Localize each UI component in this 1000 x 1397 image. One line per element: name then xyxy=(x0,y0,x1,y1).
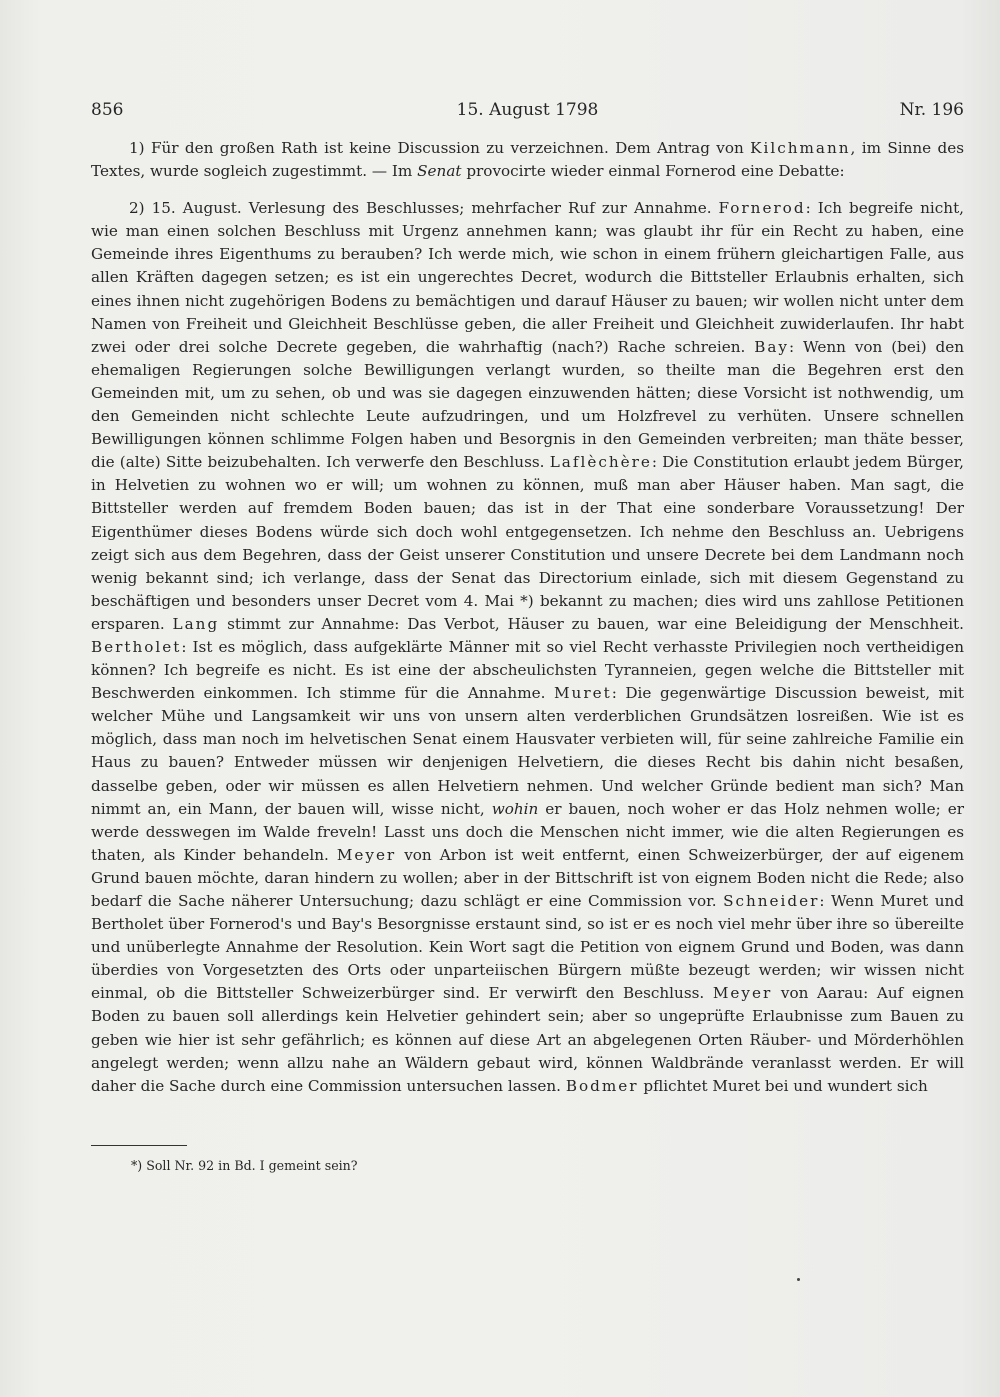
page-number: 856 xyxy=(91,100,124,120)
text-run: pflichtet Muret bei und wundert sich xyxy=(638,1076,928,1095)
text-run: von Arbon ist weit entfernt, einen Schweizerbürger, der auf eigenem Grund bauen möchte, daran hindern zu wollen; aber in der Bittschrift ist von eignem Boden nicht die Rede; also bedarf die Sache näherer Untersuchung; dazu schlägt er eine Commission vor. xyxy=(91,845,964,910)
speaker-name: Bertholet xyxy=(91,637,182,656)
body-text xyxy=(91,137,964,1098)
text-run: : Die gegenwärtige Discussion beweist, mit welcher Mühe und Langsamkeit wir uns von unsern alten verderblichen Grundsätzen losreißen. Wie ist es möglich, dass man noch im helvetischen Senat einem Hausvater verbieten will, für seine zahlreiche Familie ein Haus zu bauen? Entweder müssen wir denjenigen Helvetiern, die dieses Recht bis dahin nicht besaßen, dasselbe geben, oder wir müssen es allen Helvetiern nehmen. Und welcher Gründe bedient man sich? Man nimmt an, ein Mann, der bauen will, wisse nicht, xyxy=(91,684,964,818)
text-run: : Die Constitution erlaubt jedem Bürger, in Helvetien zu wohnen wo er will; um wohnen zu können, muß man aber Häuser haben. Man sagt, die Bittsteller werden auf fremdem Boden bauen; das ist in der That eine sonderbare Voraussetzung! Der Eigenthümer dieses Bodens würde sich doch wohl entgegensetzen. Ich nehme den Beschluss an. Uebrigens zeigt sich aus dem Begehren, dass der Geist unserer Constitution und unsere Decrete bei dem Landmann noch wenig bekannt sind; ich verlange, dass der Senat das Directorium einlade, sich mit diesem Gegenstand zu beschäftigen und besonders unser Decret vom 4. Mai *) bekannt zu machen; dies wird uns zahllose Petitionen ersparen. xyxy=(91,453,964,633)
text-run: : Wenn Muret und Bertholet über Fornerod's und Bay's Besorgnisse erstaunt sind, so ist er es noch viel mehr über ihre so übereilte und unüberlegte Annahme der Resolution. Kein Wort sagt die Petition von eignem Grund und Boden, was dann überdies von Vorgesetzten des Orts oder unparteiischen Bürgern müßte bezeugt werden; wir wissen nicht einmal, ob die Bittsteller Schweizerbürger sind. Er verwirft den Beschluss. xyxy=(91,892,964,1003)
italic-text: wohin xyxy=(491,799,539,818)
text-run: von Aarau: Auf eignen Boden zu bauen soll allerdings kein Helvetier gehindert sein; aber so ungeprüfte Erlaubnisse zum Bauen zu geben wie hier ist sehr gefährlich; es können auf diese Art an abgelegenen Orten Räuber- und Mörderhöhlen angelegt werden; wenn allzu nahe an Wäldern gebaut wird, können Waldbrände veranlasst werden. Er will daher die Sache durch eine Commission untersuchen lassen. xyxy=(91,984,964,1095)
text-run: stimmt zur Annahme: Das Verbot, Häuser zu bauen, war eine Beleidigung der Menschheit. xyxy=(219,614,964,633)
speaker-name: Meyer xyxy=(336,845,397,864)
footnote-separator xyxy=(91,1145,187,1146)
speaker-name: Bay xyxy=(754,337,789,356)
italic-text: Senat xyxy=(417,162,462,181)
header-date: 15. August 1798 xyxy=(456,100,599,120)
speaker-name: Lang xyxy=(172,614,220,633)
page-header xyxy=(91,100,964,126)
document-number: Nr. 196 xyxy=(899,100,964,120)
text-run: : Wenn von (bei) den ehemaligen Regierungen solche Bewilligungen verlangt wurden, so theilte man die Begehren erst den Gemeinden mit, um zu sehen, ob und was sie dagegen einzuwenden hätten; diese Vorsicht ist nothwendig, um den Gemeinden nicht schlechte Leute aufzudringen, und um Holzfrevel zu verhüten. Unsere schnellen Bewilligungen können schlimme Folgen haben und Besorgnis in den Gemeinden verbreiten; man thäte besser, die (alte) Sitte beizubehalten. Ich verwerfe den Beschluss. xyxy=(91,337,965,472)
paragraph-1 xyxy=(91,137,964,183)
speaker-name: Muret xyxy=(554,684,612,703)
text-run: : Ich begreife nicht, wie man einen solchen Beschluss mit Urgenz annehmen kann; was glaubt ihr für ein Recht zu haben, eine Gemeinde ihres Eigenthums zu berauben? Ich werde mich, wie schon in einem frühern gleichartigen Falle, aus allen Kräften dagegen setzen; es ist ein ungerechtes Decret, wodurch die Bittsteller Erlaubnis erhalten, sich eines ihnen nicht zugehörigen Bodens zu bemächtigen und darauf Häuser zu bauen; wir wollen nicht unter dem Namen von Freiheit und Gleichheit Beschlüsse geben, die aller Freiheit und Gleichheit zuwiderlaufen. Ihr habt zwei oder drei solche Decrete gegeben, die wahrhaftig (nach?) Rache schreien. xyxy=(91,199,965,356)
text-run: , im Sinne des Textes, wurde sogleich zugestimmt. — Im xyxy=(91,139,964,181)
speaker-name: Bodmer xyxy=(565,1076,639,1095)
speaker-name: Kilchmann xyxy=(750,139,851,157)
text-run: er bauen, noch woher er das Holz nehmen wolle; er werde desswegen im Walde freveln! Lasst uns doch die Menschen nicht immer, wie die alten Regierungen es thaten, als Kinder behandeln. xyxy=(91,799,964,864)
paragraph-2 xyxy=(91,197,964,1098)
text-run: 1) Für den großen Rath ist keine Discussion zu verzeichnen. Dem Antrag von xyxy=(129,139,751,157)
footnote: *) Soll Nr. 92 in Bd. I gemeint sein? xyxy=(131,1158,358,1173)
speaker-name: Meyer xyxy=(712,984,773,1003)
speaker-name: Fornerod xyxy=(718,199,806,218)
text-run: : Ist es möglich, dass aufgeklärte Männer mit so viel Recht verhasste Privilegien noch vertheidigen können? Ich begreife es nicht. Es ist eine der abscheulichsten Tyranneien, gegen welche die Bittsteller mit Beschwerden einkommen. Ich stimme für die Annahme. xyxy=(91,637,964,703)
speaker-name: Schneider xyxy=(723,892,820,910)
speaker-name: Laflèchère xyxy=(549,453,652,472)
text-run: provocirte wieder einmal Fornerod eine Debatte: xyxy=(461,162,845,181)
speck xyxy=(797,1278,800,1281)
text-run: 2) 15. August. Verlesung des Beschlusses; mehrfacher Ruf zur Annahme. xyxy=(129,199,719,218)
